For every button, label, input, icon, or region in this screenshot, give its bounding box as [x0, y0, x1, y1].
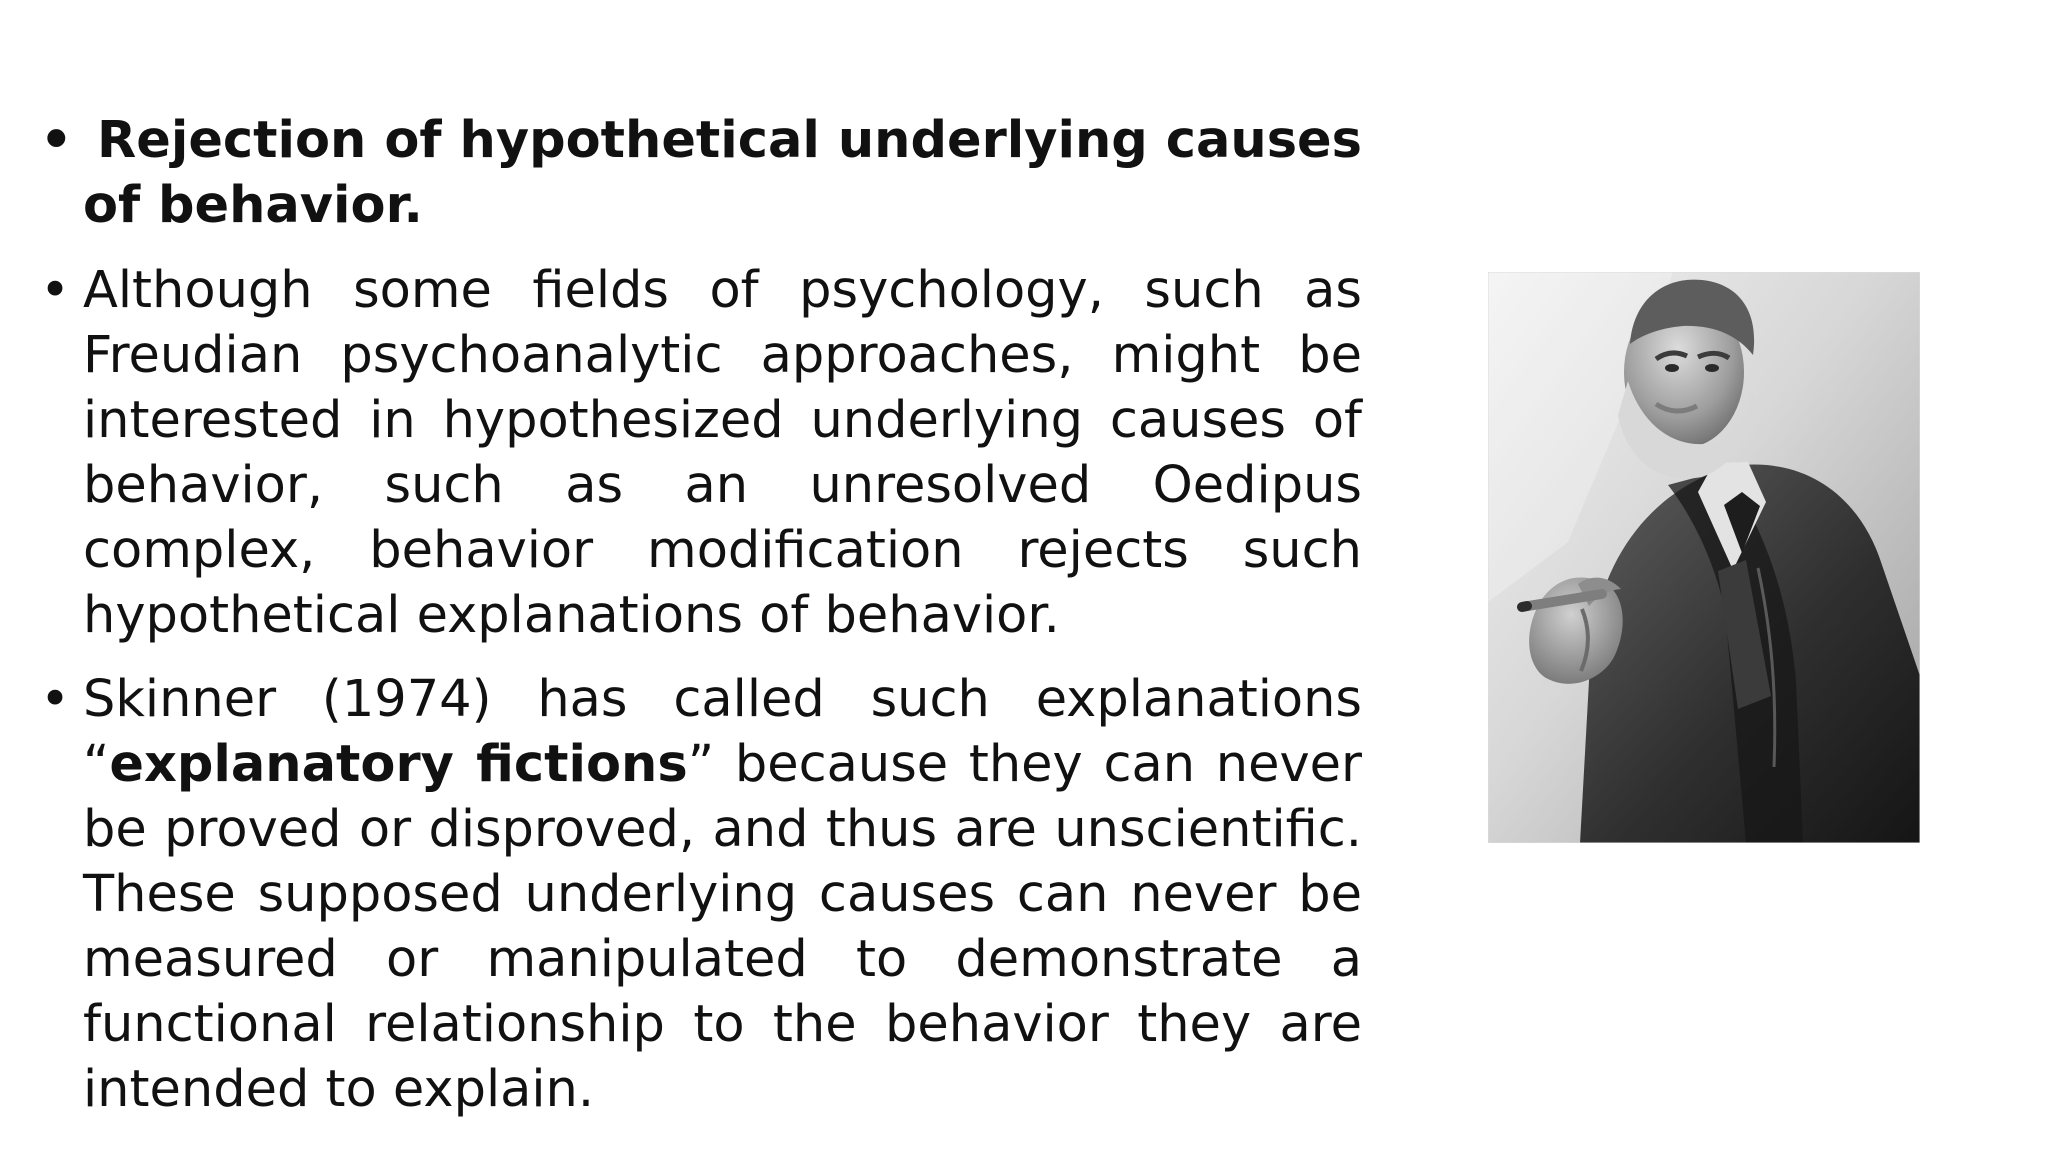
portrait-photo [1488, 272, 1920, 843]
bullet-skinner-text [83, 670, 1362, 1119]
bullet-item-skinner [40, 667, 1362, 1122]
slide-body [40, 108, 1362, 1141]
bullet-item-freudian [40, 258, 1362, 648]
bullet-item-heading [40, 108, 1362, 238]
portrait-photo-icon [1488, 272, 1920, 843]
bullet-skinner-text-end: ” because they can never be proved or disproved, and thus are unscientific. These supposed underlying causes can never be measured or manipulated to demonstrate a functional relationship to the behavior they are intended to explain. [83, 735, 1362, 1119]
bullet-freudian-text: Although some fields of psychology, such as Freudian psychoanalytic approaches, might be interested in hypothesized underlying causes of behavior, such as an unresolved Oedipus complex, behavior modification rejects such hypothetical explanations of behavior. [83, 261, 1362, 645]
bullet-dot: • [40, 261, 71, 320]
bullet-heading-text: Rejection of hypothetical underlying causes of behavior. [83, 111, 1362, 235]
bullet-skinner-text-start: Skinner (1974) has called such explanations “ [83, 670, 1362, 794]
bullet-dot: • [40, 670, 71, 729]
explanatory-fictions-term: explanatory fictions [109, 735, 688, 794]
bullet-dot: • [40, 111, 73, 170]
